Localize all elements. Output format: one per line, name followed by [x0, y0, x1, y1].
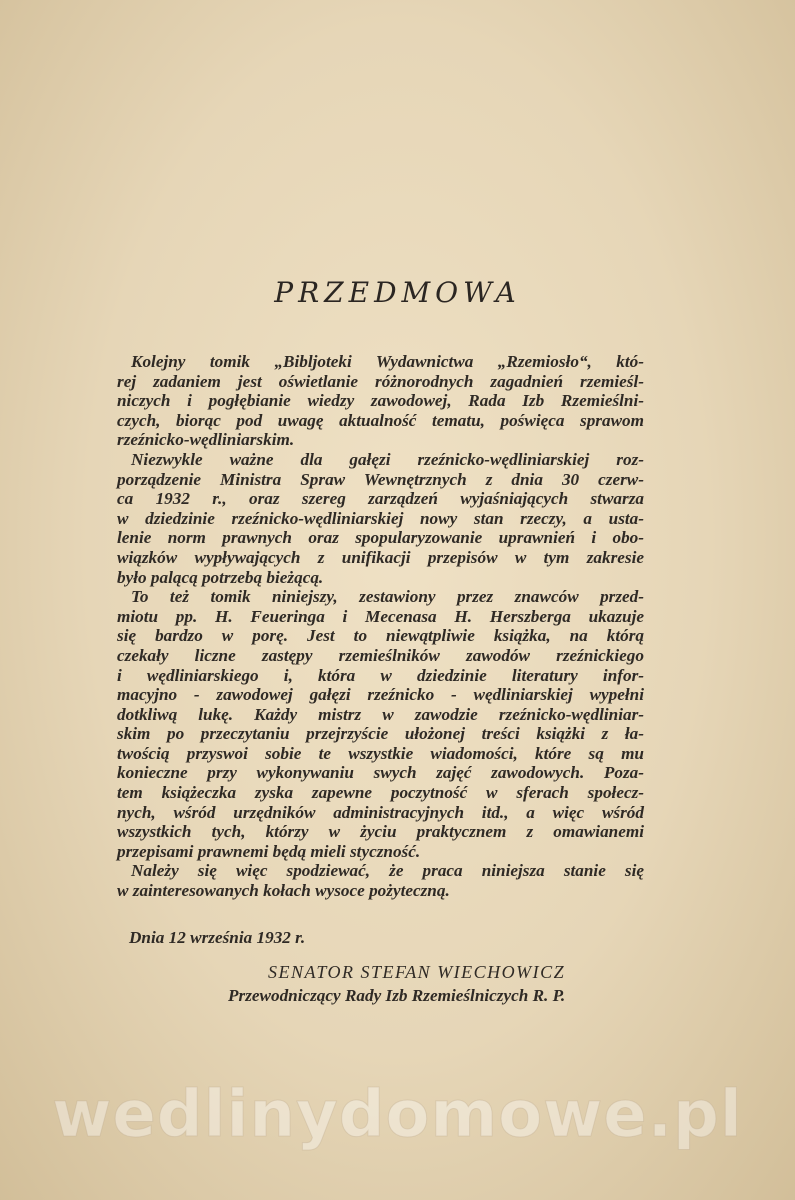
- text-line: konieczne przy wykonywaniu swych zajęć zawodowych. Poza-: [117, 763, 644, 783]
- text-line: się bardzo w porę. Jest to niewątpliwie książka, na którą: [117, 626, 644, 646]
- text-line: niczych i pogłębianie wiedzy zawodowej, Rada Izb Rzemieślni-: [117, 391, 644, 411]
- text-line: To też tomik niniejszy, zestawiony przez znawców przed-: [131, 587, 644, 607]
- text-line: czekały liczne zastępy rzemieślników zawodów rzeźnickiego: [117, 645, 644, 665]
- text-line: rej zadaniem jest oświetlanie różnorodnych zagadnień rzemieśl-: [117, 371, 644, 391]
- text-line: wszystkich tych, którzy w życiu praktycznem z omawianemi: [117, 822, 644, 842]
- text-line: ca 1932 r., oraz szereg zarządzeń wyjaśniających stwarza: [117, 489, 644, 509]
- text-line: macyjno - zawodowej gałęzi rzeźnicko - wędliniarskiej wypełni: [117, 685, 644, 705]
- signer-name: SENATOR STEFAN WIECHOWICZ: [268, 962, 566, 982]
- text-line: lenie norm prawnych oraz spopularyzowanie uprawnień i obo-: [117, 528, 644, 548]
- text-line: twością przyswoi sobie te wszystkie wiadomości, które są mu: [117, 743, 644, 763]
- page-title: PRZEDMOWA: [274, 276, 521, 309]
- preface-body: [117, 352, 644, 901]
- document-date: Dnia 12 września 1932 r.: [129, 928, 306, 947]
- text-line: rzeźnicko-wędliniarskim.: [117, 430, 295, 450]
- text-line: tem książeczka zyska zapewne poczytność w sferach społecz-: [117, 783, 644, 803]
- text-line: wiązków wypływających z unifikacji przepisów w tym zakresie: [117, 547, 644, 567]
- text-line: w dziedzinie rzeźnicko-wędliniarskiej nowy stan rzeczy, a usta-: [117, 508, 644, 528]
- text-line: i wędliniarskiego i, która w dziedzinie literatury infor-: [117, 665, 644, 685]
- text-line: przepisami prawnemi będą mieli styczność.: [117, 841, 421, 861]
- text-line: Kolejny tomik „Bibljoteki Wydawnictwa „Rzemiosło“, któ-: [131, 352, 644, 371]
- text-line: porządzenie Ministra Spraw Wewnętrznych z dnia 30 czerw-: [117, 469, 644, 489]
- text-line: miotu pp. H. Feueringa i Mecenasa H. Herszberga ukazuje: [117, 606, 644, 626]
- text-line: w zainteresowanych kołach wysoce pożyteczną.: [117, 881, 450, 901]
- watermark-text: wedlinydomowe.pl: [52, 1078, 743, 1152]
- text-line: było palącą potrzebą bieżącą.: [117, 567, 324, 587]
- text-line: skim po przeczytaniu przejrzyście ułożonej treści książki z ła-: [117, 724, 644, 744]
- text-line: Należy się więc spodziewać, że praca niniejsza stanie się: [131, 861, 644, 881]
- text-line: czych, biorąc pod uwagę aktualność tematu, poświęca sprawom: [117, 410, 644, 430]
- text-line: Niezwykle ważne dla gałęzi rzeźnicko-wędliniarskiej roz-: [131, 449, 644, 469]
- text-line: nych, wśród urzędników administracyjnych itd., a więc wśród: [117, 802, 644, 822]
- signer-title: Przewodniczący Rady Izb Rzemieślniczych R. P.: [228, 986, 566, 1005]
- text-line: dotkliwą lukę. Każdy mistrz w zawodzie rzeźnicko-wędliniar-: [117, 704, 644, 724]
